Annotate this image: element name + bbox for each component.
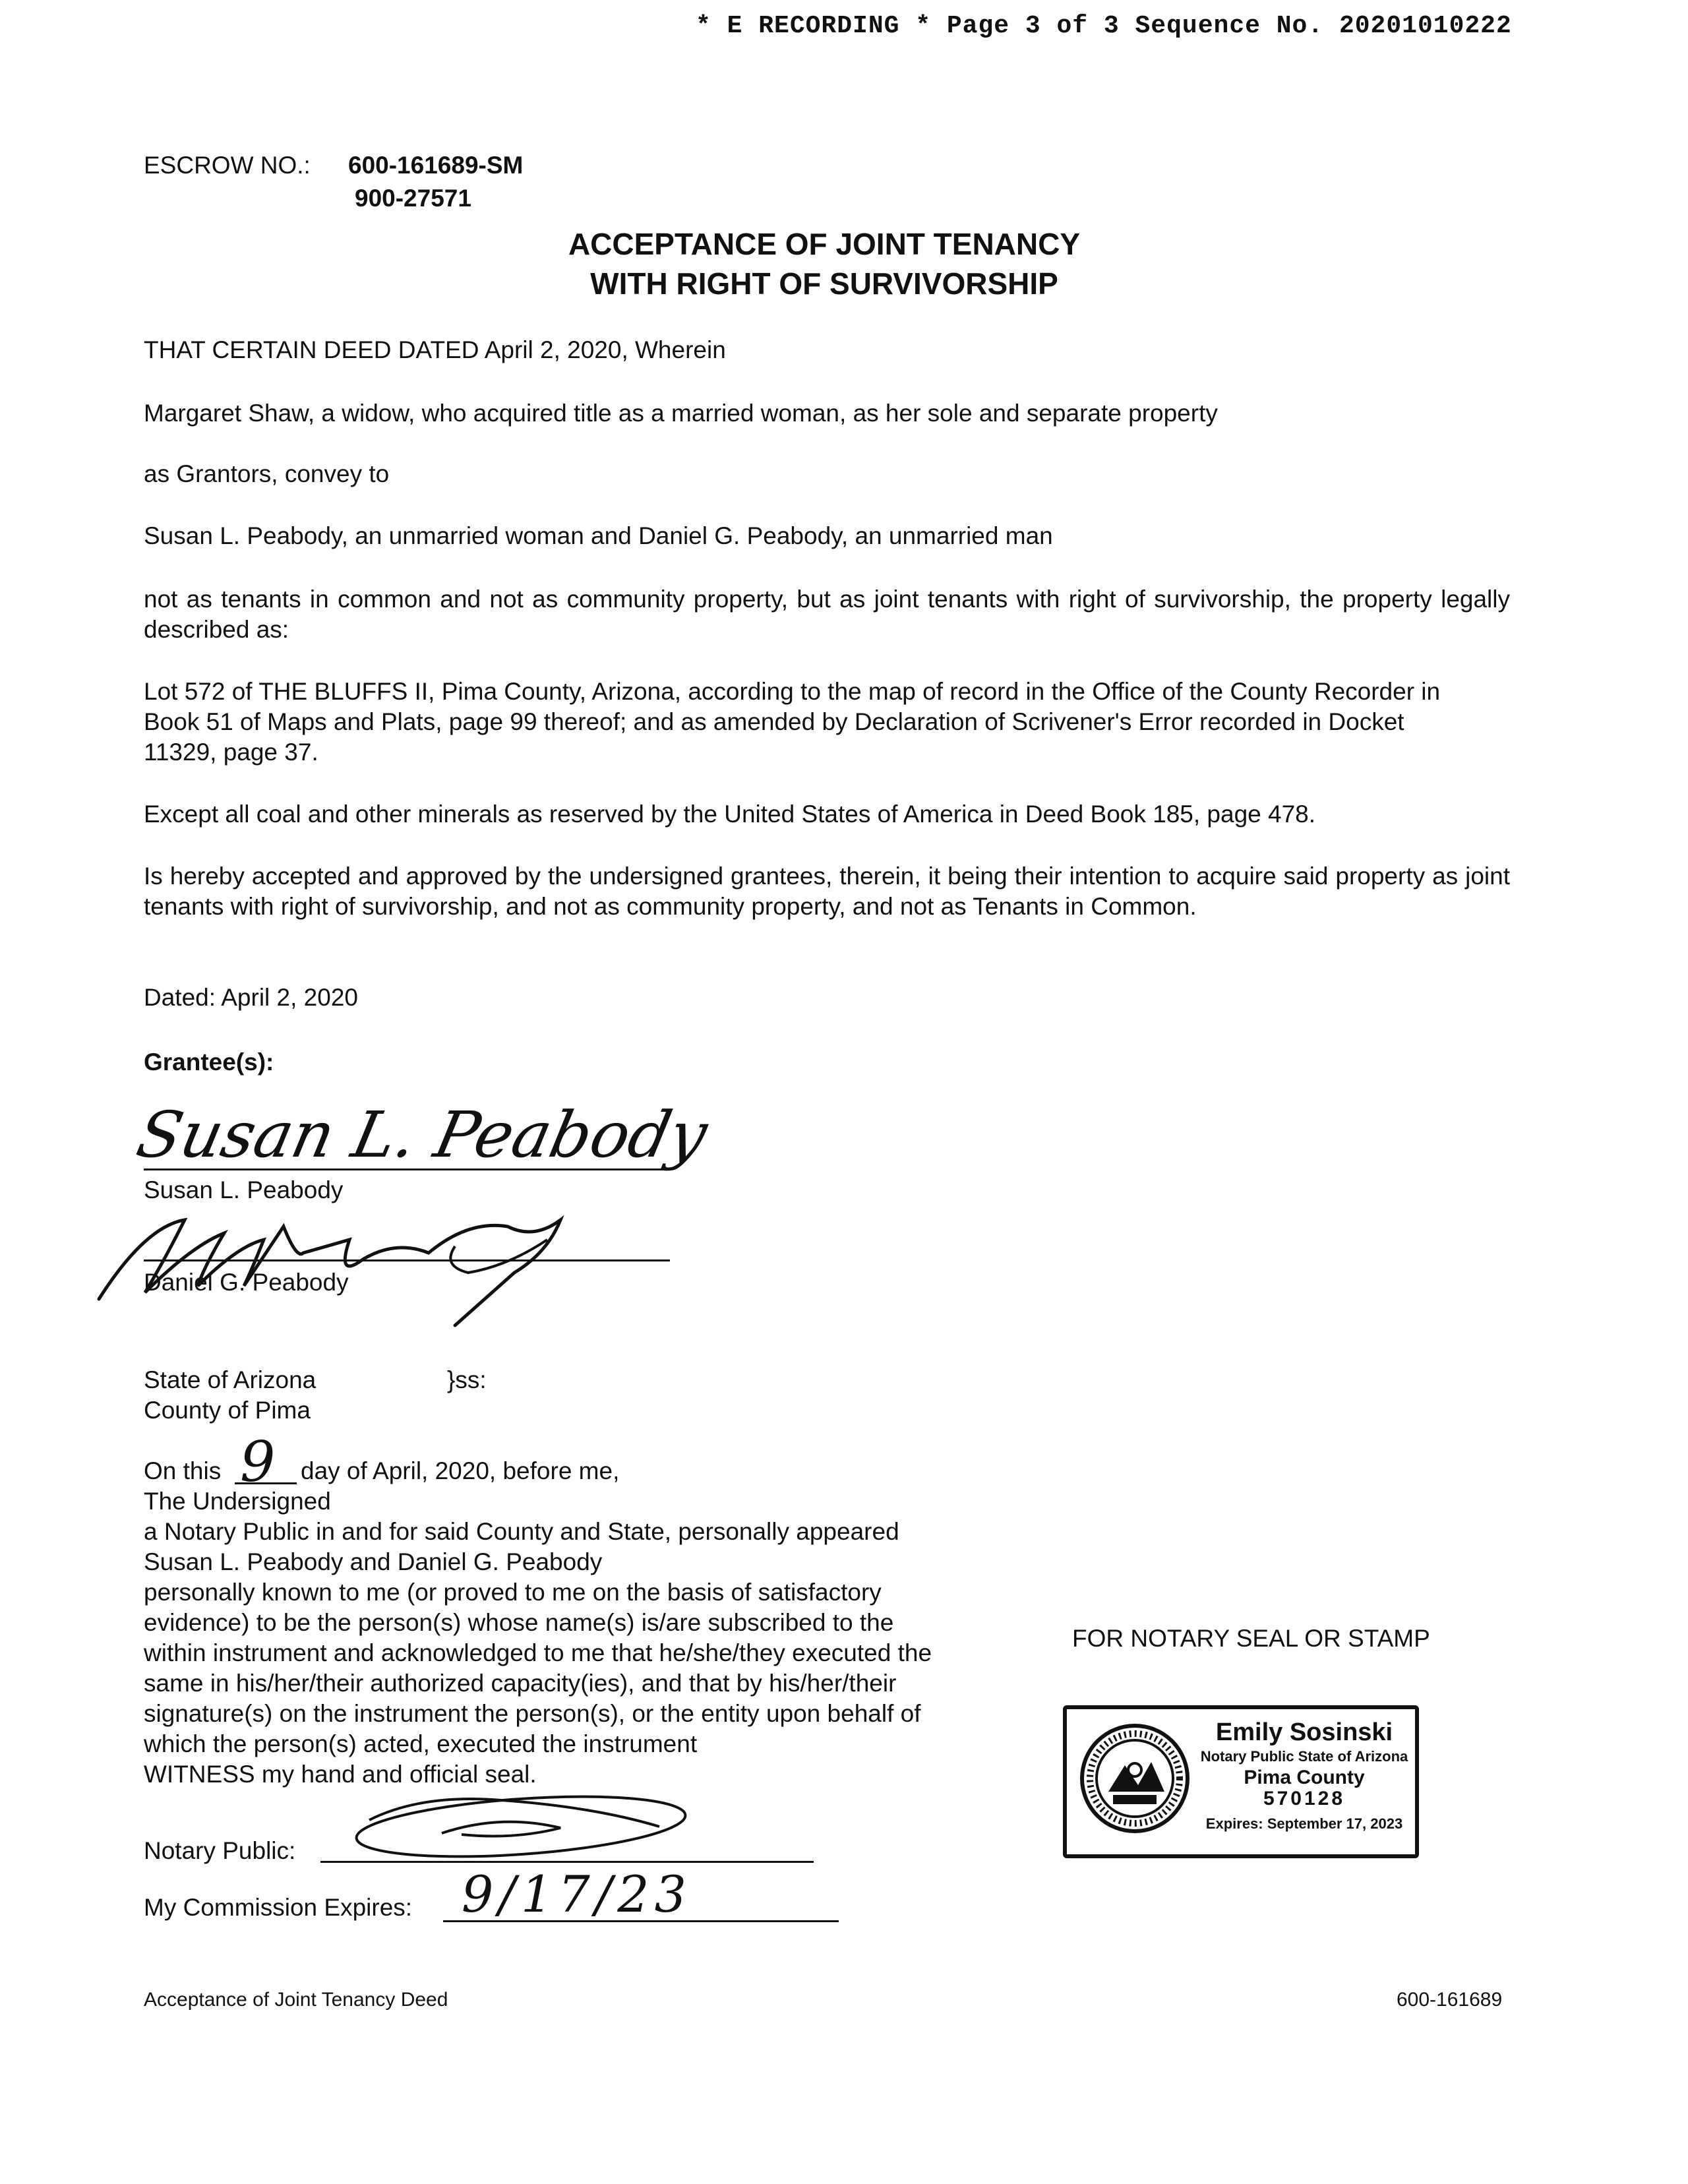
acceptance-paragraph: Is hereby accepted and approved by the undersigned grantees, therein, it being their intention to acquire said property as joint tenants with right of survivorship, and not as community property, and not as Tenants in Common. — [144, 863, 1510, 920]
grantees-line: Susan L. Peabody, an unmarried woman and Daniel G. Peabody, an unmarried man — [144, 522, 1053, 549]
daniel-signature — [86, 1200, 653, 1332]
susan-signature: Susan L. Peabody — [131, 1098, 714, 1172]
escrow-number-1: 600-161689-SM — [348, 152, 524, 179]
stamp-line-1: Notary Public State of Arizona — [1200, 1748, 1408, 1765]
escrow-label: ESCROW NO.: — [144, 152, 311, 179]
seal-label: FOR NOTARY SEAL OR STAMP — [1072, 1625, 1430, 1652]
signer-1-name: Susan L. Peabody — [144, 1176, 344, 1203]
stamp-expiration: Expires: September 17, 2023 — [1205, 1815, 1403, 1832]
legal-description-paragraph: Lot 572 of THE BLUFFS II, Pima County, Arizona, according to the map of record in the Office of the County Recorder in Book 51 of Maps and Plats, page 99 thereof; and as amended by Declaration of Scrivener's Error recorded in Docket 11329, page 37. — [144, 678, 1441, 766]
appeared-names: Susan L. Peabody and Daniel G. Peabody — [144, 1548, 603, 1575]
notary-stamp — [1063, 1705, 1419, 1858]
acknowledgment-line-1: personally known to me (or proved to me on the basis of satisfactory — [144, 1579, 882, 1606]
exception-paragraph: Except all coal and other minerals as reserved by the United States of America in Deed Book 185, page 478. — [144, 801, 1316, 828]
footer-right: 600-161689 — [1397, 1989, 1503, 2011]
day-handwritten: 9 — [240, 1430, 276, 1494]
stamp-commission-number: 570128 — [1263, 1788, 1346, 1809]
notary-public-line — [320, 1861, 814, 1863]
signature-line-2 — [144, 1259, 670, 1261]
acknowledgment-line-6: which the person(s) acted, executed the instrument — [144, 1730, 698, 1757]
day-blank-line — [235, 1482, 297, 1484]
grantees-label: Grantee(s): — [144, 1048, 274, 1076]
notary-state: State of Arizona — [144, 1366, 316, 1393]
notary-county: County of Pima — [144, 1397, 311, 1424]
on-this-label: On this — [144, 1457, 222, 1484]
notary-public-label: Notary Public: — [144, 1837, 296, 1864]
acknowledgment-line-2: evidence) to be the person(s) whose name(s) is/are subscribed to the — [144, 1609, 894, 1636]
acknowledgment-line-3: within instrument and acknowledged to me that he/she/they executed the — [144, 1639, 932, 1666]
witness-line: WITNESS my hand and official seal. — [144, 1761, 537, 1788]
dated-line: Dated: April 2, 2020 — [144, 984, 358, 1011]
commission-label: My Commission Expires: — [144, 1894, 413, 1921]
day-of-line: day of April, 2020, before me, — [301, 1457, 620, 1484]
signer-2-name: Daniel G. Peabody — [144, 1269, 349, 1296]
escrow-number-2: 900-27571 — [355, 185, 471, 212]
undersigned-line: The Undersigned — [144, 1488, 331, 1515]
notary-ss: }ss: — [447, 1366, 487, 1393]
grantor-line: Margaret Shaw, a widow, who acquired title as a married woman, as her sole and separate property — [144, 400, 1218, 427]
stamp-line-2: Pima County — [1244, 1767, 1365, 1788]
state-seal-icon — [1079, 1722, 1191, 1835]
commission-handwritten: 9/17/23 — [462, 1865, 692, 1924]
deed-date-line: THAT CERTAIN DEED DATED April 2, 2020, Wherein — [144, 336, 726, 363]
stamp-notary-name: Emily Sosinski — [1215, 1718, 1393, 1746]
recording-header: * E RECORDING * Page 3 of 3 Sequence No. 20201010222 — [696, 12, 1512, 40]
signature-line-1 — [144, 1168, 670, 1170]
acknowledgment-line-5: signature(s) on the instrument the person(s), or the entity upon behalf of — [144, 1700, 921, 1727]
document-title-line-1: ACCEPTANCE OF JOINT TENANCY — [568, 227, 1081, 261]
commission-line — [443, 1920, 839, 1922]
acknowledgment-line-4: same in his/her/their authorized capacity(ies), and that by his/her/their — [144, 1670, 897, 1697]
convey-line: as Grantors, convey to — [144, 460, 390, 487]
tenancy-paragraph: not as tenants in common and not as community property, but as joint tenants with right of survivorship, the property legally described as: — [144, 586, 1510, 643]
notary-signature — [343, 1780, 712, 1873]
appeared-line: a Notary Public in and for said County and State, personally appeared — [144, 1518, 899, 1545]
footer-left: Acceptance of Joint Tenancy Deed — [144, 1989, 448, 2011]
document-title-line-2: WITH RIGHT OF SURVIVORSHIP — [590, 266, 1058, 301]
